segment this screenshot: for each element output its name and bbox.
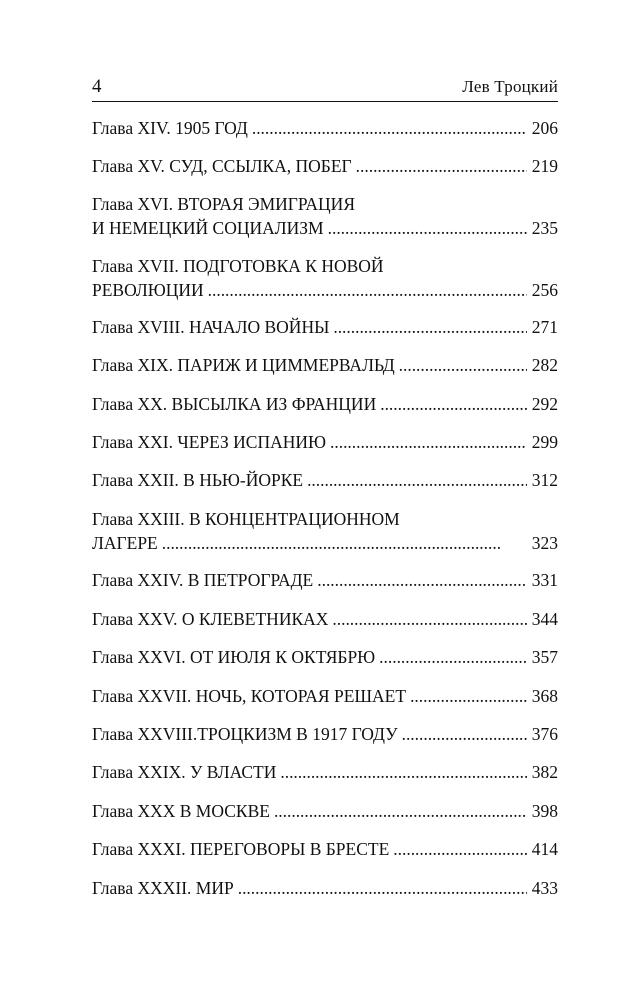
toc-entry-ch28 [92,722,558,746]
toc-entry-ch17 [92,254,558,302]
toc-entry-title: Глава XXV. О КЛЕВЕТНИКАХ [92,609,329,629]
toc-entry-page: 376 [531,724,558,744]
toc-entry-page: 368 [531,686,558,706]
toc-entry-ch18 [92,315,558,339]
toc-entry-page: 344 [531,609,558,629]
toc-entry-page: 256 [531,280,558,300]
dot-leader [379,645,527,669]
running-title: Лев Троцкий [462,77,558,96]
toc-entry-title: Глава XXVII. НОЧЬ, КОТОРАЯ РЕШАЕТ [92,686,407,706]
toc-entry-page: 292 [531,394,558,414]
toc-entry-ch15 [92,154,558,178]
toc-entry-title: Глава XXVI. ОТ ИЮЛЯ К ОКТЯБРЮ [92,647,376,667]
toc-entry-ch19 [92,353,558,377]
toc-entry-title-line-1: Глава XVI. ВТОРАЯ ЭМИГРАЦИЯ [92,194,355,214]
dot-leader [333,315,527,339]
toc-entry-ch20 [92,392,558,416]
toc-entry-ch32 [92,876,558,900]
toc-entry-page: 323 [531,533,558,553]
toc-entry-page: 382 [531,762,558,782]
toc-entry-ch29 [92,760,558,784]
dot-leader [208,278,527,302]
toc-entry-title: Глава XXVIII.ТРОЦКИЗМ В 1917 ГОДУ [92,724,398,744]
toc-entry-ch30 [92,799,558,823]
toc-entry-ch23 [92,507,558,555]
toc-entry-title-line-1: Глава XXIII. В КОНЦЕНТРАЦИОННОМ [92,509,400,529]
toc-entry-title: Глава XXX В МОСКВЕ [92,801,270,821]
dot-leader [380,392,527,416]
toc-entry-page: 414 [531,839,558,859]
toc-entry-ch21 [92,430,558,454]
toc-entry-title: Глава XXI. ЧЕРЕЗ ИСПАНИЮ [92,432,327,452]
dot-leader [332,607,527,631]
dot-leader [252,116,527,140]
dot-leader [280,760,527,784]
toc-entry-ch27 [92,684,558,708]
dot-leader [317,568,527,592]
page-header [92,76,558,100]
toc-entry-title: Глава XVIII. НАЧАЛО ВОЙНЫ [92,317,330,337]
toc-entry-page: 331 [531,570,558,590]
toc-entry-ch24 [92,568,558,592]
toc-entry-ch31 [92,837,558,861]
toc-entry-ch22 [92,468,558,492]
toc-entry-title: Глава XV. СУД, ССЫЛКА, ПОБЕГ [92,156,352,176]
toc-entry-ch25 [92,607,558,631]
toc-entry-page: 357 [531,647,558,667]
toc-entry-title-line-2: И НЕМЕЦКИЙ СОЦИАЛИЗМ [92,218,324,238]
toc-entry-title-line-2: РЕВОЛЮЦИИ [92,280,204,300]
dot-leader [328,216,527,240]
dot-leader [330,430,527,454]
toc-entry-title: Глава XX. ВЫСЫЛКА ИЗ ФРАНЦИИ [92,394,377,414]
toc-entry-ch14 [92,116,558,140]
toc-entry-title: Глава XXIX. У ВЛАСТИ [92,762,277,782]
toc-entry-page: 282 [531,355,558,375]
toc-entry-page: 219 [531,156,558,176]
dot-leader [410,684,527,708]
toc-entry-ch16 [92,192,558,240]
toc-entry-ch26 [92,645,558,669]
toc-entry-page: 299 [531,432,558,452]
dot-leader [274,799,527,823]
toc-entry-page: 433 [531,878,558,898]
toc-entry-page: 206 [531,118,558,138]
toc-entry-title-line-2: ЛАГЕРЕ [92,533,158,553]
dot-leader [393,837,527,861]
dot-leader [307,468,527,492]
header-rule [92,101,558,102]
toc-entry-title: Глава XIV. 1905 ГОД [92,118,248,138]
toc-entry-title-line-1: Глава XVII. ПОДГОТОВКА К НОВОЙ [92,256,384,276]
toc-entry-title: Глава XXXI. ПЕРЕГОВОРЫ В БРЕСТЕ [92,839,390,859]
dot-leader [399,353,527,377]
toc-entry-page: 312 [531,470,558,490]
toc-entry-page: 235 [531,218,558,238]
toc-entry-title: Глава XXXII. МИР [92,878,234,898]
dot-leader [402,722,527,746]
dot-leader [238,876,527,900]
dot-leader [356,154,527,178]
toc-entry-page: 398 [531,801,558,821]
toc-entry-title: Глава XXII. В НЬЮ-ЙОРКЕ [92,470,304,490]
dot-leader [162,531,527,555]
toc-entry-title: Глава XIX. ПАРИЖ И ЦИММЕРВАЛЬД [92,355,395,375]
toc-entry-page: 271 [531,317,558,337]
page-number: 4 [92,76,102,97]
toc-entry-title: Глава XXIV. В ПЕТРОГРАДЕ [92,570,314,590]
